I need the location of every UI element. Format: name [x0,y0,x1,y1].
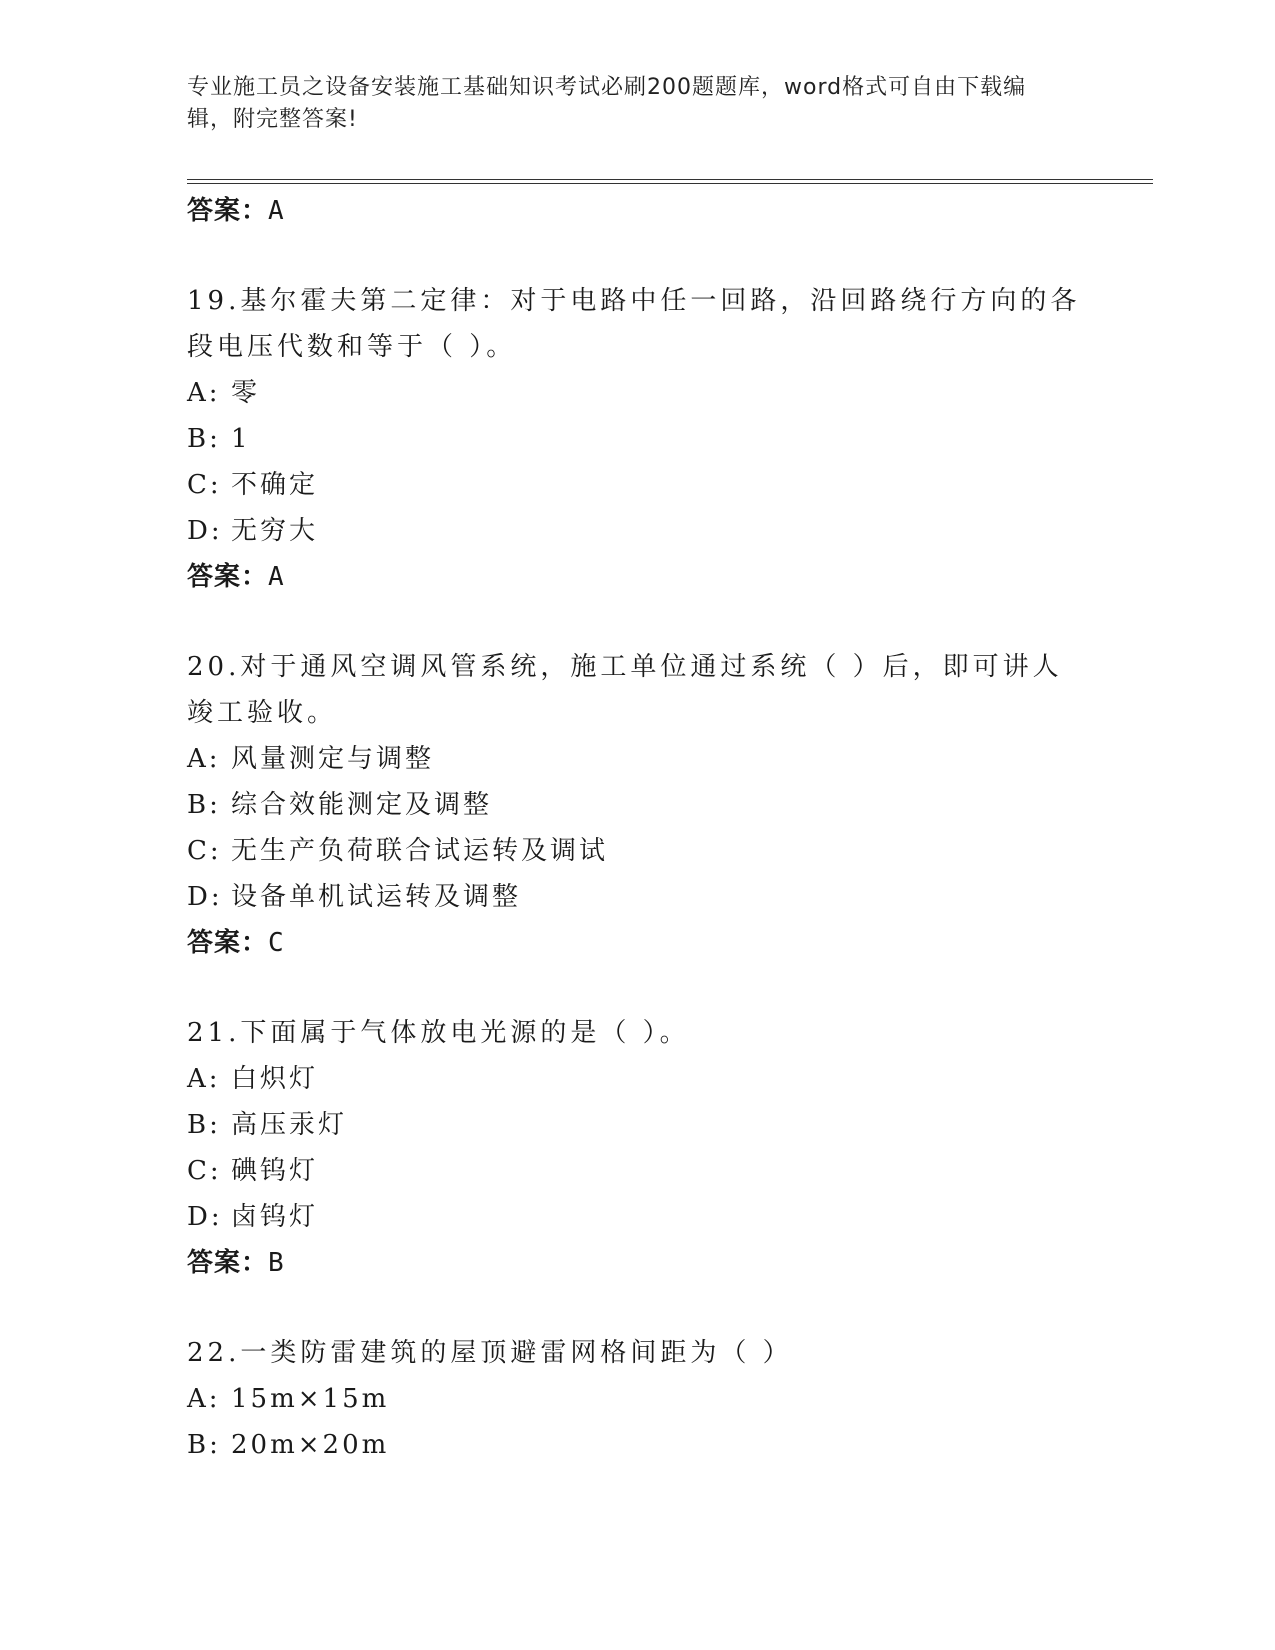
answer-line: 答案：B [187,1248,285,1278]
question-text: 22.一类防雷建筑的屋顶避雷网格间距为（ ） [187,1338,793,1368]
header-rule-bottom [187,183,1153,184]
question-text: 19.基尔霍夫第二定律：对于电路中任一回路，沿回路绕行方向的各段电压代数和等于（ ）。 [187,286,1081,362]
answer-line: 答案：C [187,928,285,958]
option-b: B: 综合效能测定及调整 [187,790,493,820]
question-text: 20.对于通风空调风管系统，施工单位通过系统（ ）后，即可讲人竣工验收。 [187,652,1063,728]
option-c: C: 碘钨灯 [187,1156,319,1186]
option-a: A: 零 [187,378,261,408]
option-d: D: 卤钨灯 [187,1202,319,1232]
option-c: C: 不确定 [187,470,319,500]
option-b: B: 20m×20m [187,1430,390,1460]
question-list [187,188,1087,1468]
answer-line: 答案：A [187,196,285,226]
question-22 [187,1330,1087,1468]
option-a: A: 白炽灯 [187,1064,319,1094]
question-20 [187,644,1087,966]
document-header: 专业施工员之设备安装施工基础知识考试必刷200题题库，word格式可自由下载编辑，附完整答案! [187,75,1027,132]
option-d: D: 无穷大 [187,516,319,546]
question-21 [187,1010,1087,1286]
answer-line: 答案：A [187,562,285,592]
option-b: B: 高压汞灯 [187,1110,348,1140]
option-a: A: 风量测定与调整 [187,744,435,774]
question-text: 21.下面属于气体放电光源的是（ ）。 [187,1018,690,1048]
question-19 [187,278,1087,600]
option-a: A: 15m×15m [187,1384,390,1414]
option-b: B: 1 [187,424,251,454]
header-rule-top [187,179,1153,180]
option-d: D: 设备单机试运转及调整 [187,882,522,912]
option-c: C: 无生产负荷联合试运转及调试 [187,836,609,866]
